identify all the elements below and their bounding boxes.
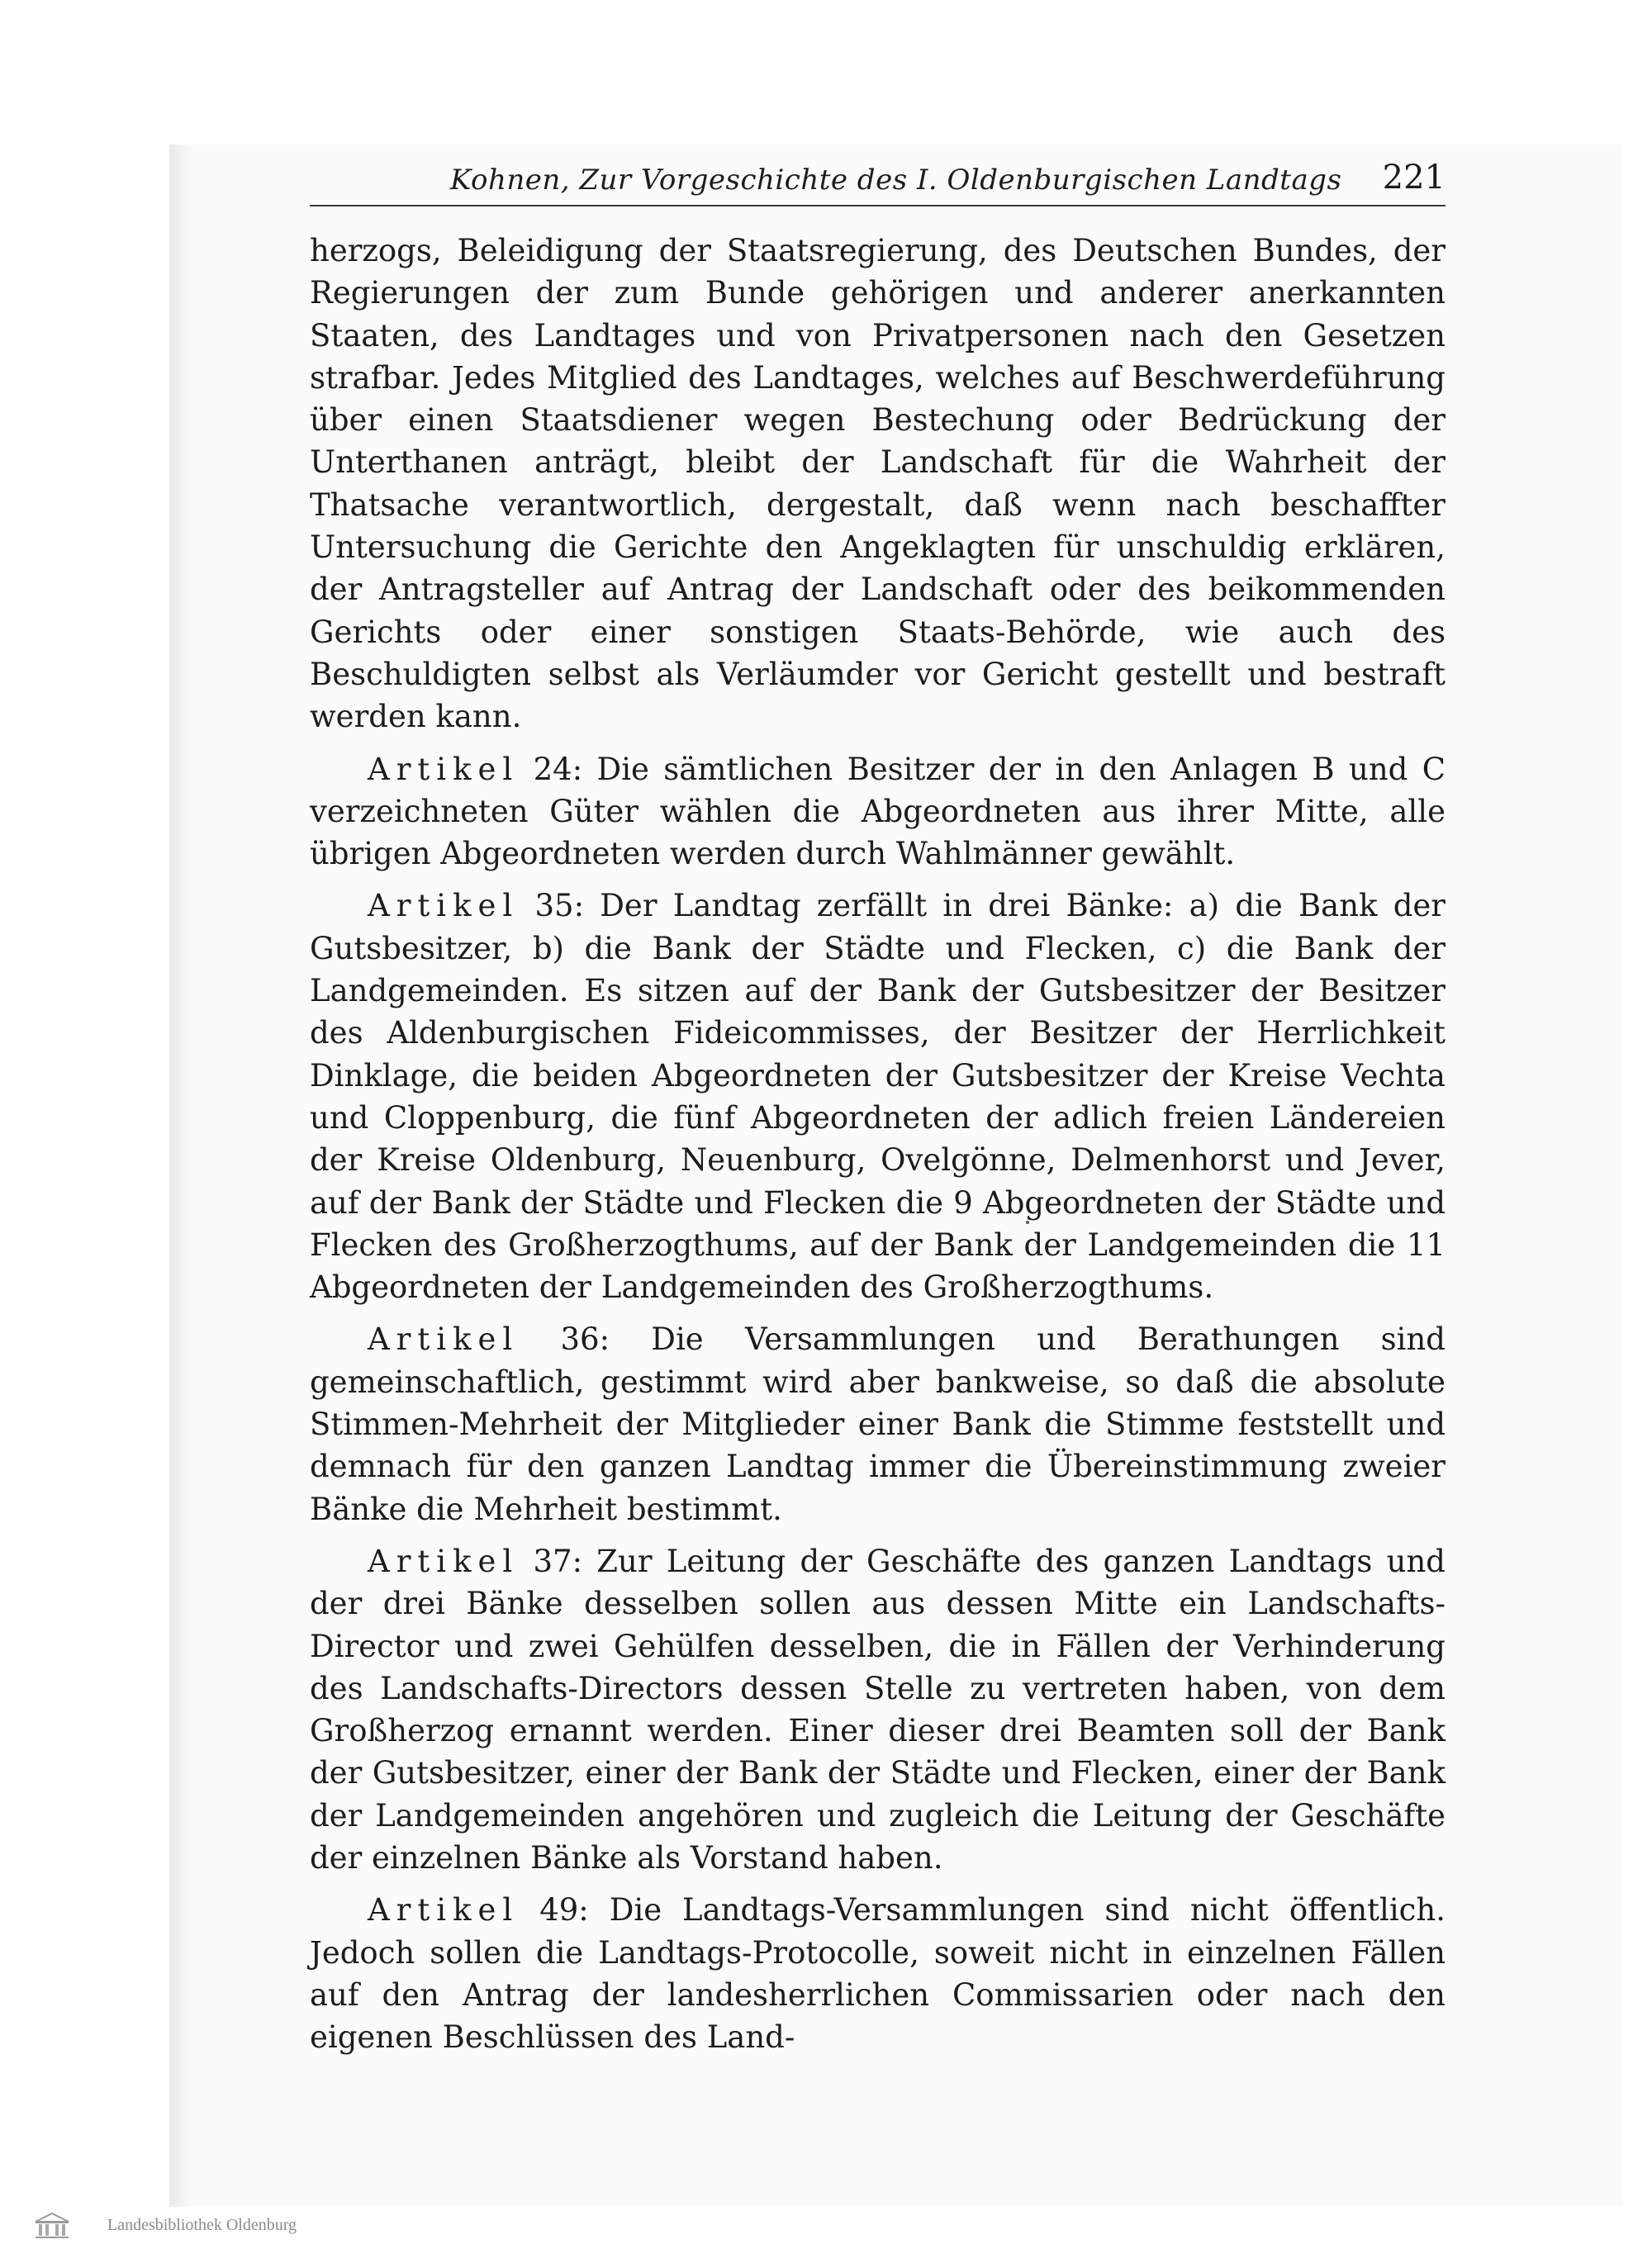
- paragraph-text: 36: Die Versammlungen und Berathungen sind gemeinschaftlich, gestimmt wird aber bankweise, so daß die absolute Stimmen-Mehrheit der Mitglieder einer Bank die Stimme feststellt und demnach für den ganzen Landtag immer die Übereinstimmung zweier Bänke die Mehrheit bestimmt.: [310, 1321, 1446, 1527]
- running-head: Kohnen, Zur Vorgeschichte des I. Oldenburgischen Landtags: [450, 164, 1342, 197]
- paragraph-article-36: [310, 1318, 1446, 1530]
- page-header: [310, 155, 1446, 206]
- scan-speck: [1026, 1221, 1029, 1224]
- article-label: Artikel: [368, 1321, 520, 1358]
- paragraph-text: 24: Die sämtlichen Besitzer der in den Anlagen B und C verzeichneten Güter wählen die Abgeordneten aus ihrer Mitte, alle übrigen Abgeordneten werden durch Wahlmänner gewählt.: [310, 751, 1446, 872]
- paragraph-article-24: [310, 748, 1446, 875]
- article-label: Artikel: [368, 1892, 520, 1929]
- article-label: Artikel: [368, 888, 520, 924]
- article-label: Artikel: [368, 751, 520, 787]
- article-label: Artikel: [368, 1543, 520, 1579]
- paragraph-text: 37: Zur Leitung der Geschäfte des ganzen Landtags und der drei Bänke desselben sollen aus dessen Mitte ein Landschafts-Director und zwei Gehülfen desselben, die in Fällen der Verhinderung des Landschafts-Directors dessen Stelle zu vertreten haben, von dem Großherzog ernannt werden. Einer dieser drei Beamten soll der Bank der Gutsbesitzer, einer der Bank der Städte und Flecken, einer der Bank der Landgemeinden angehören und zugleich die Leitung der Geschäfte der einzelnen Bänke als Vorstand haben.: [310, 1543, 1446, 1876]
- paragraph-text: 35: Der Landtag zerfällt in drei Bänke: a) die Bank der Gutsbesitzer, b) die Bank der Städte und Flecken, c) die Bank der Landgemeinden. Es sitzen auf der Bank der Gutsbesitzer der Besitzer des Aldenburgischen Fideicommisses, der Besitzer der Herrlichkeit Dinklage, die beiden Abgeordneten der Gutsbesitzer der Kreise Vechta und Cloppenburg, die fünf Abgeordneten der adlich freien Ländereien der Kreise Oldenburg, Neuenburg, Ovelgönne, Delmenhorst und Jever, auf der Bank der Städte und Flecken die 9 Abgeordneten der Städte und Flecken des Großherzogthums, auf der Bank der Landgemeinden die 11 Abgeordneten der Landgemeinden des Großherzogthums.: [310, 888, 1446, 1306]
- paragraph-article-49: [310, 1889, 1446, 2058]
- page-number: 221: [1382, 159, 1446, 197]
- body-text: [310, 230, 1446, 2058]
- page-binding-shadow: [169, 145, 192, 2226]
- paragraph-article-35: [310, 885, 1446, 1308]
- paragraph-article-37: [310, 1540, 1446, 1879]
- library-building-icon: [33, 2212, 71, 2240]
- paragraph-continuation: [310, 230, 1446, 738]
- paragraph-text: herzogs, Beleidigung der Staatsregierung, des Deutschen Bundes, der Regierungen der zum Bunde gehörigen und anderer anerkannten Staaten, des Landtages und von Privatpersonen nach den Gesetzen strafbar. Jedes Mitglied des Landtages, welches auf Beschwerdeführung über einen Staatsdiener wegen Bestechung oder Bedrückung der Unterthanen anträgt, bleibt der Landschaft für die Wahrheit der Thatsache verantwortlich, dergestalt, daß wenn nach beschaffter Untersuchung die Gerichte den Angeklagten für unschuldig erklären, der Antragsteller auf Antrag der Landschaft oder des beikommenden Gerichts oder einer sonstigen Staats-Behörde, wie auch des Beschuldigten selbst als Verläumder vor Gericht gestellt und bestraft werden kann.: [310, 233, 1446, 735]
- library-name: Landesbibliothek Oldenburg: [107, 2216, 297, 2234]
- paragraph-text: 49: Die Landtags-Versammlungen sind nicht öffentlich. Jedoch sollen die Landtags-Protocolle, soweit nicht in einzelnen Fällen auf den Antrag der landesherrlichen Commissarien oder nach den eigenen Beschlüssen des Land-: [310, 1892, 1446, 2056]
